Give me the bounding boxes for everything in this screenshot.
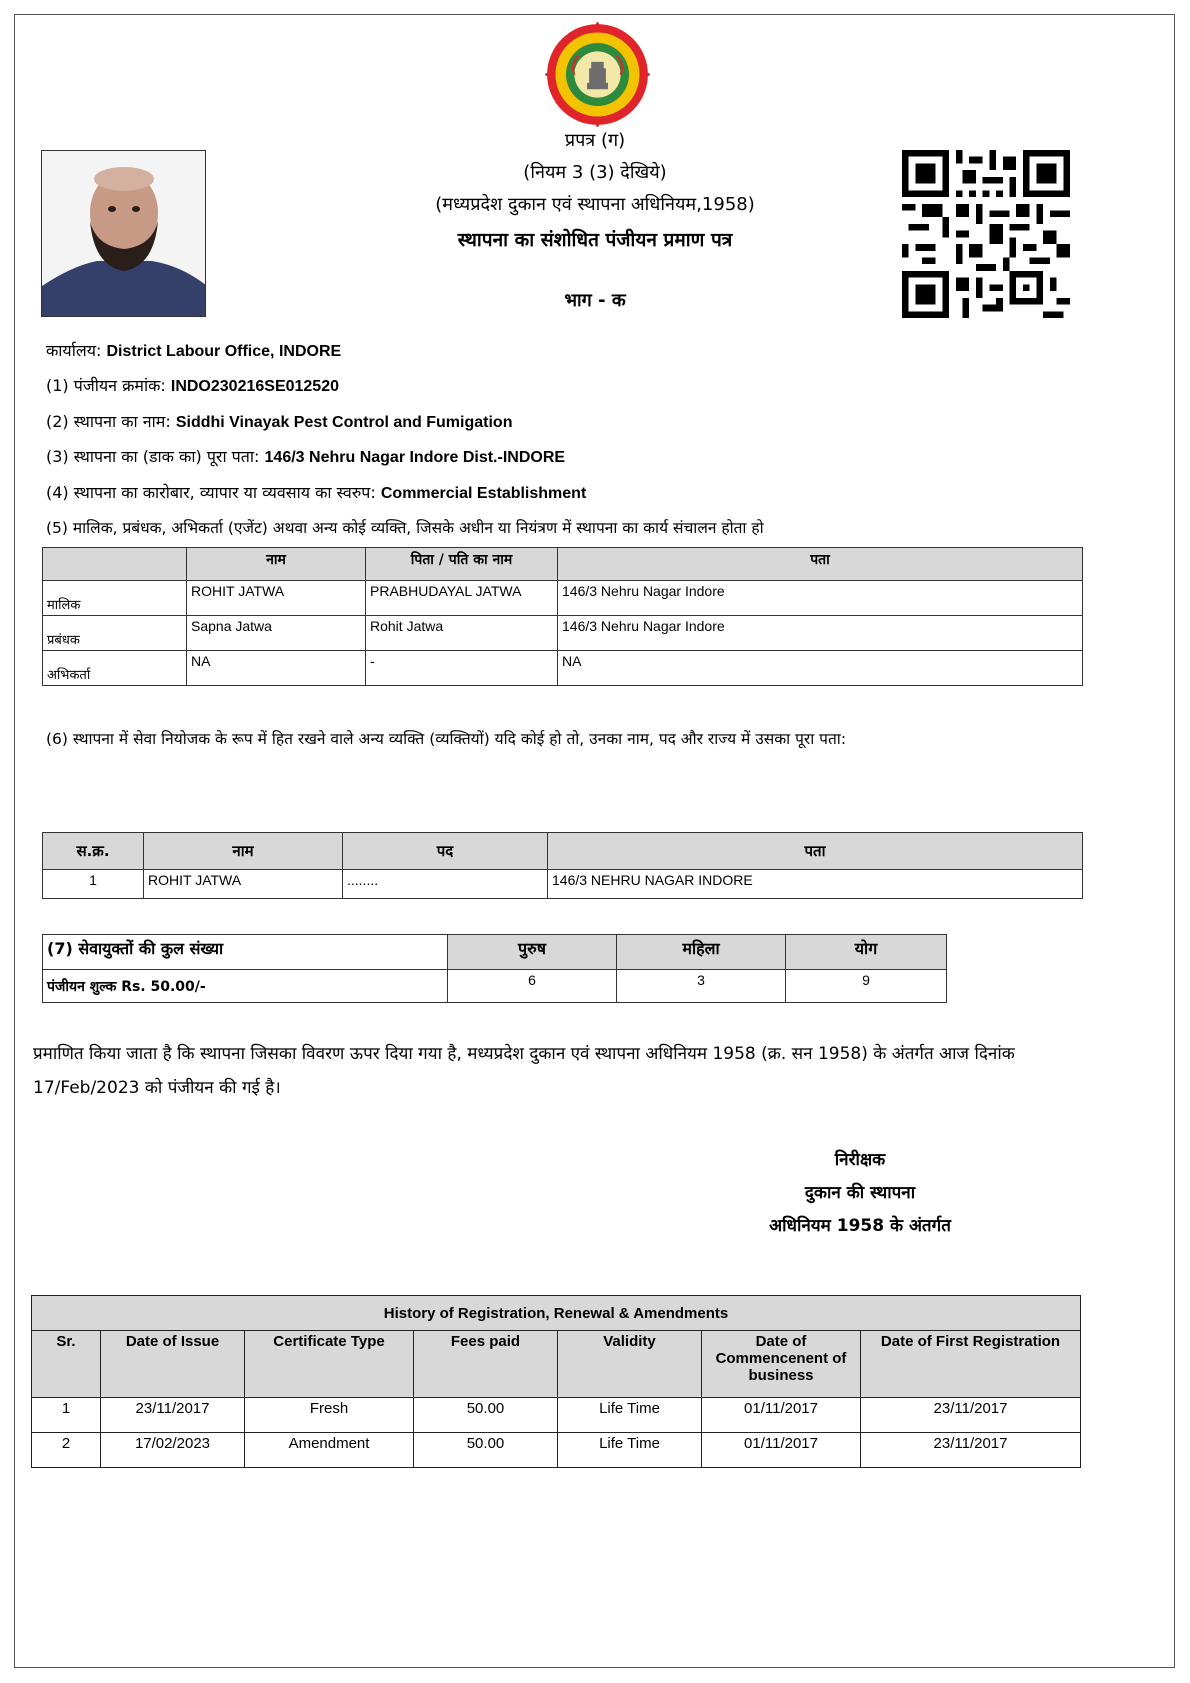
post-cell: ........ (343, 870, 548, 899)
registration-number-line (46, 374, 339, 396)
rule-reference: (नियम 3 (3) देखिये) (523, 162, 667, 183)
history-cell: Life Time (558, 1398, 702, 1433)
table6-header-sr: स.क्र. (43, 833, 144, 870)
history-header-fees: Fees paid (414, 1331, 558, 1398)
history-header-validity: Validity (558, 1331, 702, 1398)
history-header-commencement: Date of Commencenent of business (702, 1331, 861, 1398)
signatory-line1: निरीक्षक (834, 1150, 886, 1170)
other-persons-table (42, 832, 1083, 899)
table5-header-blank (43, 548, 187, 581)
qr-code (902, 150, 1070, 318)
history-cell: 50.00 (414, 1398, 558, 1433)
name-cell: Sapna Jatwa (187, 616, 366, 651)
signatory-block (710, 1144, 1010, 1243)
history-cell: 2 (32, 1433, 101, 1468)
applicant-photo (41, 150, 206, 317)
total-count-cell: 9 (786, 970, 947, 1003)
address-cell: NA (558, 651, 1083, 686)
father-cell: - (366, 651, 558, 686)
address-cell: 146/3 Nehru Nagar Indore (558, 616, 1083, 651)
registration-fee-cell: पंजीयन शुल्क Rs. 50.00/- (43, 970, 448, 1003)
history-cell: 17/02/2023 (101, 1433, 245, 1468)
table5-header-father: पिता / पति का नाम (366, 548, 558, 581)
history-header-date-issue: Date of Issue (101, 1331, 245, 1398)
male-count-cell: 6 (448, 970, 617, 1003)
name-cell: NA (187, 651, 366, 686)
establishment-address-value: 146/3 Nehru Nagar Indore Dist.-INDORE (264, 449, 566, 466)
registration-number-value: INDO230216SE012520 (170, 378, 339, 395)
registration-history-table (31, 1295, 1081, 1468)
total-header: योग (786, 935, 947, 970)
owner-manager-table (42, 547, 1083, 686)
father-cell: PRABHUDAYAL JATWA (366, 581, 558, 616)
registration-number-label: (1) पंजीयन क्रमांक: (46, 376, 166, 395)
role-cell: मालिक (43, 581, 187, 616)
address-cell: 146/3 NEHRU NAGAR INDORE (548, 870, 1083, 899)
business-type-line (46, 481, 586, 503)
employee-count-table (42, 934, 947, 1003)
table6-header-address: पता (548, 833, 1083, 870)
table-row (43, 651, 1083, 686)
table5-header-name: नाम (187, 548, 366, 581)
form-number: प्रपत्र (ग) (564, 130, 626, 151)
table-row (43, 970, 947, 1003)
item6-description: (6) स्थापना में सेवा नियोजक के रूप में हित रखने वाले अन्य व्यक्ति (व्यक्तियों) यदि कोई हो तो, उनका नाम, पद और राज्य में उसका पूरा पता: (46, 730, 847, 748)
history-cell: 01/11/2017 (702, 1398, 861, 1433)
table6-header-name: नाम (144, 833, 343, 870)
father-cell: Rohit Jatwa (366, 616, 558, 651)
table-row (43, 581, 1083, 616)
act-reference: (मध्यप्रदेश दुकान एवं स्थापना अधिनियम,1958) (435, 194, 755, 215)
table-row (43, 870, 1083, 899)
name-cell: ROHIT JATWA (144, 870, 343, 899)
female-count-cell: 3 (617, 970, 786, 1003)
mp-government-emblem (545, 22, 650, 127)
history-header-cert-type: Certificate Type (245, 1331, 414, 1398)
history-title: History of Registration, Renewal & Amendments (32, 1296, 1081, 1331)
business-type-label: (4) स्थापना का कारोबार, व्यापार या व्यवसाय का स्वरुप: (46, 483, 376, 502)
history-cell: Amendment (245, 1433, 414, 1468)
signatory-line2: दुकान की स्थापना (804, 1183, 916, 1203)
male-header: पुरुष (448, 935, 617, 970)
certificate-title: स्थापना का संशोधित पंजीयन प्रमाण पत्र (457, 229, 733, 251)
office-label: कार्यालय: (46, 341, 102, 360)
history-cell: 23/11/2017 (101, 1398, 245, 1433)
signatory-line3: अधिनियम 1958 के अंतर्गत (769, 1216, 951, 1236)
office-line (46, 339, 341, 361)
table-row (32, 1398, 1081, 1433)
history-cell: Fresh (245, 1398, 414, 1433)
history-cell: 23/11/2017 (861, 1433, 1081, 1468)
office-value: District Labour Office, INDORE (106, 343, 342, 360)
role-cell: अभिकर्ता (43, 651, 187, 686)
establishment-address-line (46, 445, 565, 467)
name-cell: ROHIT JATWA (187, 581, 366, 616)
employee-count-label: (7) सेवायुक्तों की कुल संख्या (43, 935, 448, 970)
establishment-name-label: (2) स्थापना का नाम: (46, 412, 171, 431)
history-cell: 23/11/2017 (861, 1398, 1081, 1433)
table6-header-post: पद (343, 833, 548, 870)
establishment-address-label: (3) स्थापना का (डाक का) पूरा पता: (46, 447, 260, 466)
address-cell: 146/3 Nehru Nagar Indore (558, 581, 1083, 616)
item5-description: (5) मालिक, प्रबंधक, अभिकर्ता (एजेंट) अथवा अन्य कोई व्यक्ति, जिसके अधीन या नियंत्रण में स्थापना का कार्य संचालन होता हो (46, 519, 764, 537)
table5-header-address: पता (558, 548, 1083, 581)
history-cell: 1 (32, 1398, 101, 1433)
table-row (32, 1433, 1081, 1468)
history-cell: 50.00 (414, 1433, 558, 1468)
establishment-name-line (46, 410, 512, 432)
history-header-first-registration: Date of First Registration (861, 1331, 1081, 1398)
history-header-sr: Sr. (32, 1331, 101, 1398)
certification-text: प्रमाणित किया जाता है कि स्थापना जिसका विवरण ऊपर दिया गया है, मध्यप्रदेश दुकान एवं स्थापना अधिनियम 1958 (क्र. सन 1958) के अंतर्गत आज दिनांक 17/Feb/2023 को पंजीयन की गई है। (33, 1044, 1015, 1098)
sr-cell: 1 (43, 870, 144, 899)
female-header: महिला (617, 935, 786, 970)
business-type-value: Commercial Establishment (380, 485, 587, 502)
part-heading: भाग - क (564, 290, 626, 311)
role-cell: प्रबंधक (43, 616, 187, 651)
history-cell: 01/11/2017 (702, 1433, 861, 1468)
history-cell: Life Time (558, 1433, 702, 1468)
table-row (43, 616, 1083, 651)
establishment-name-value: Siddhi Vinayak Pest Control and Fumigation (175, 414, 513, 431)
